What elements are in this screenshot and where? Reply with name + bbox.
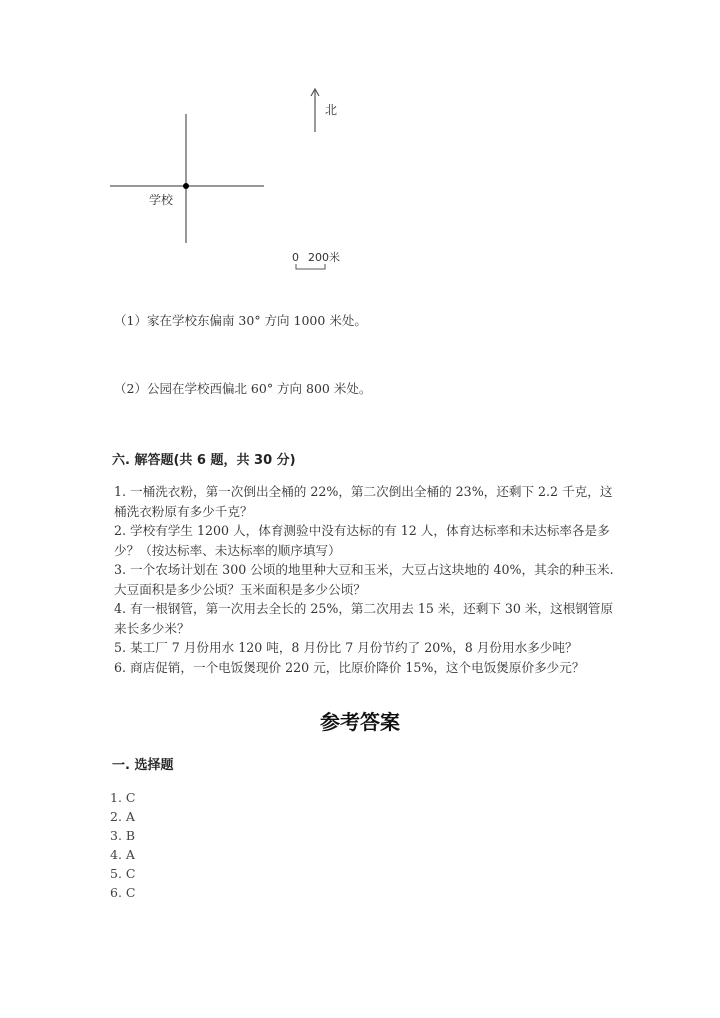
scale-zero-label: 0 xyxy=(292,251,299,264)
answer-list xyxy=(110,788,135,902)
prompt-2: （2）公园在学校西偏北 60° 方向 800 米处。 xyxy=(114,381,372,396)
question-5: 5. 某工厂 7 月份用水 120 吨，8 月份比 7 月份节约了 20%，8 月份用水多少吨？ xyxy=(114,640,578,655)
answer-section-1-title: 一. 选择题 xyxy=(112,758,174,773)
answer-4: 4. A xyxy=(110,847,135,862)
north-label: 北 xyxy=(325,103,338,117)
question-4: 4. 有一根钢管，第一次用去全长的 25%，第二次用去 15 米，还剩下 30 米，这根钢管原来长多少米？ xyxy=(114,601,614,636)
prompt-1: （1）家在学校东偏南 30° 方向 1000 米处。 xyxy=(114,313,367,328)
answer-5: 5. C xyxy=(110,866,136,881)
question-3: 3. 一个农场计划在 300 公顷的地里种大豆和玉米，大豆占这块地的 40%，其余的种玉米. 大豆面积是多少公顷？玉米面积是多少公顷？ xyxy=(114,562,614,597)
answer-6: 6. C xyxy=(110,885,136,900)
map-axes-svg xyxy=(0,0,720,290)
question-list xyxy=(114,482,614,677)
question-1: 1. 一桶洗衣粉，第一次倒出全桶的 22%，第二次倒出全桶的 23%，还剩下 2.2 千克，这桶洗衣粉原有多少千克？ xyxy=(114,484,613,519)
scale-distance-label: 200米 xyxy=(308,251,340,264)
section-6-title: 六. 解答题(共 6 题，共 30 分) xyxy=(112,453,296,468)
direction-diagram xyxy=(0,0,720,290)
question-2: 2. 学校有学生 1200 人，体育测验中没有达标的有 12 人，体育达标率和未达标率各是多少？（按达标率、未达标率的顺序填写） xyxy=(114,523,610,558)
answer-1: 1. C xyxy=(110,790,136,805)
answer-2: 2. A xyxy=(110,809,135,824)
school-label: 学校 xyxy=(149,193,174,207)
answer-key-title: 参考答案 xyxy=(320,710,400,734)
answer-3: 3. B xyxy=(110,828,136,843)
question-6: 6. 商店促销，一个电饭煲现价 220 元，比原价降价 15%，这个电饭煲原价多少元？ xyxy=(114,659,585,675)
